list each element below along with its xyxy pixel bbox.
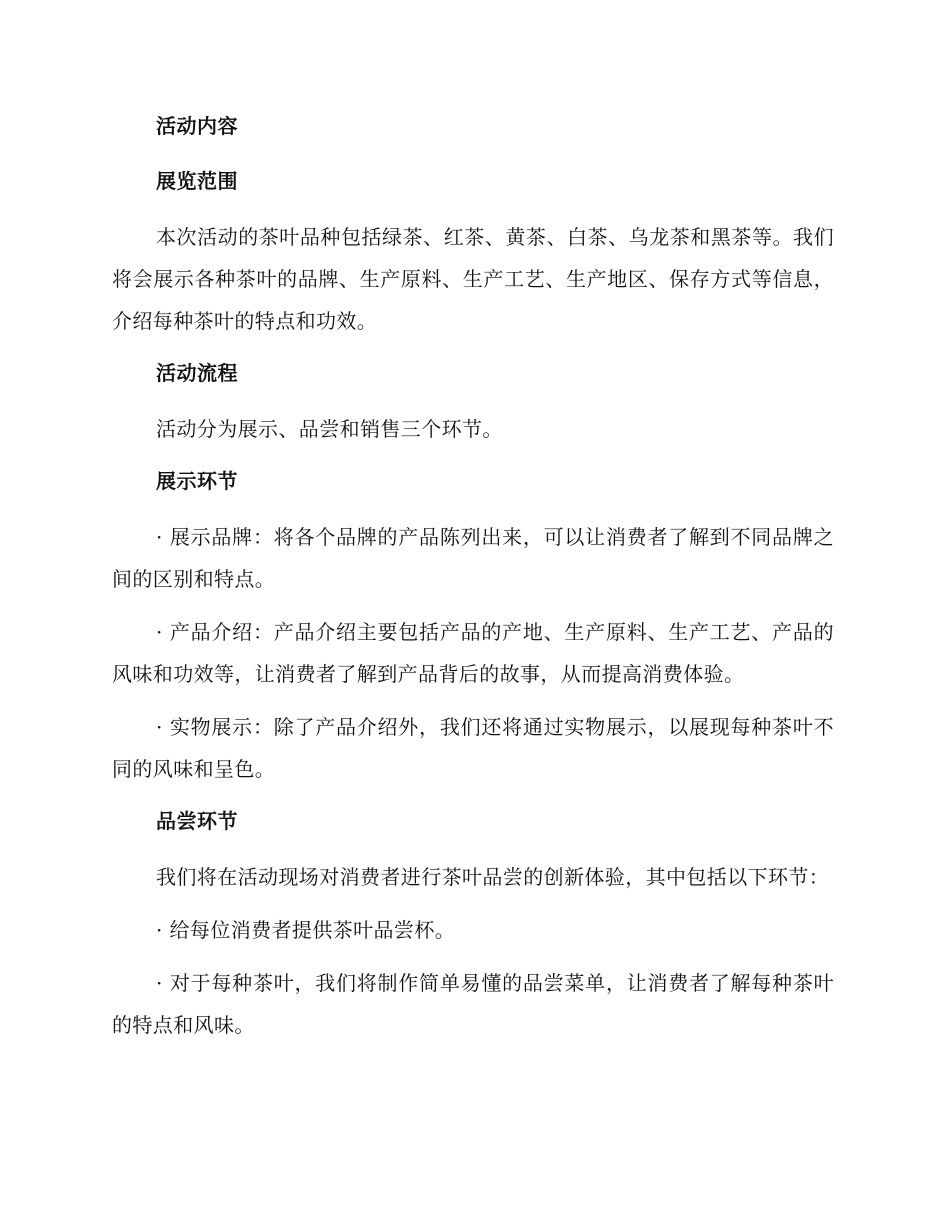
heading-activity-process: 活动流程 [156, 361, 238, 385]
heading-activity-content: 活动内容 [156, 114, 238, 138]
document-page [112, 106, 834, 1057]
heading-exhibition-scope: 展览范围 [156, 169, 238, 193]
list-item-display-brand: · 展示品牌：将各个品牌的产品陈列出来，可以让消费者了解到不同品牌之间的区别和特点。 [112, 525, 834, 591]
paragraph-tasting-intro: 我们将在活动现场对消费者进行茶叶品尝的创新体验，其中包括以下环节： [156, 865, 830, 889]
heading-tasting-stage: 品尝环节 [156, 809, 238, 833]
list-item-tasting-menu: · 对于每种茶叶，我们将制作简单易懂的品尝菜单，让消费者了解每种茶叶的特点和风味。 [112, 971, 834, 1037]
paragraph-exhibition-scope: 本次活动的茶叶品种包括绿茶、红茶、黄茶、白茶、乌龙茶和黑茶等。我们将会展示各种茶叶的品牌、生产原料、生产工艺、生产地区、保存方式等信息，介绍每种茶叶的特点和功效。 [112, 225, 834, 333]
heading-display-stage: 展示环节 [156, 469, 238, 493]
list-item-physical-display: · 实物展示：除了产品介绍外，我们还将通过实物展示，以展现每种茶叶不同的风味和呈色。 [112, 715, 834, 781]
list-item-product-intro: · 产品介绍：产品介绍主要包括产品的产地、生产原料、生产工艺、产品的风味和功效等，让消费者了解到产品背后的故事，从而提高消费体验。 [112, 620, 834, 686]
paragraph-activity-process: 活动分为展示、品尝和销售三个环节。 [156, 417, 503, 441]
list-item-tasting-cup: · 给每位消费者提供茶叶品尝杯。 [156, 918, 456, 942]
